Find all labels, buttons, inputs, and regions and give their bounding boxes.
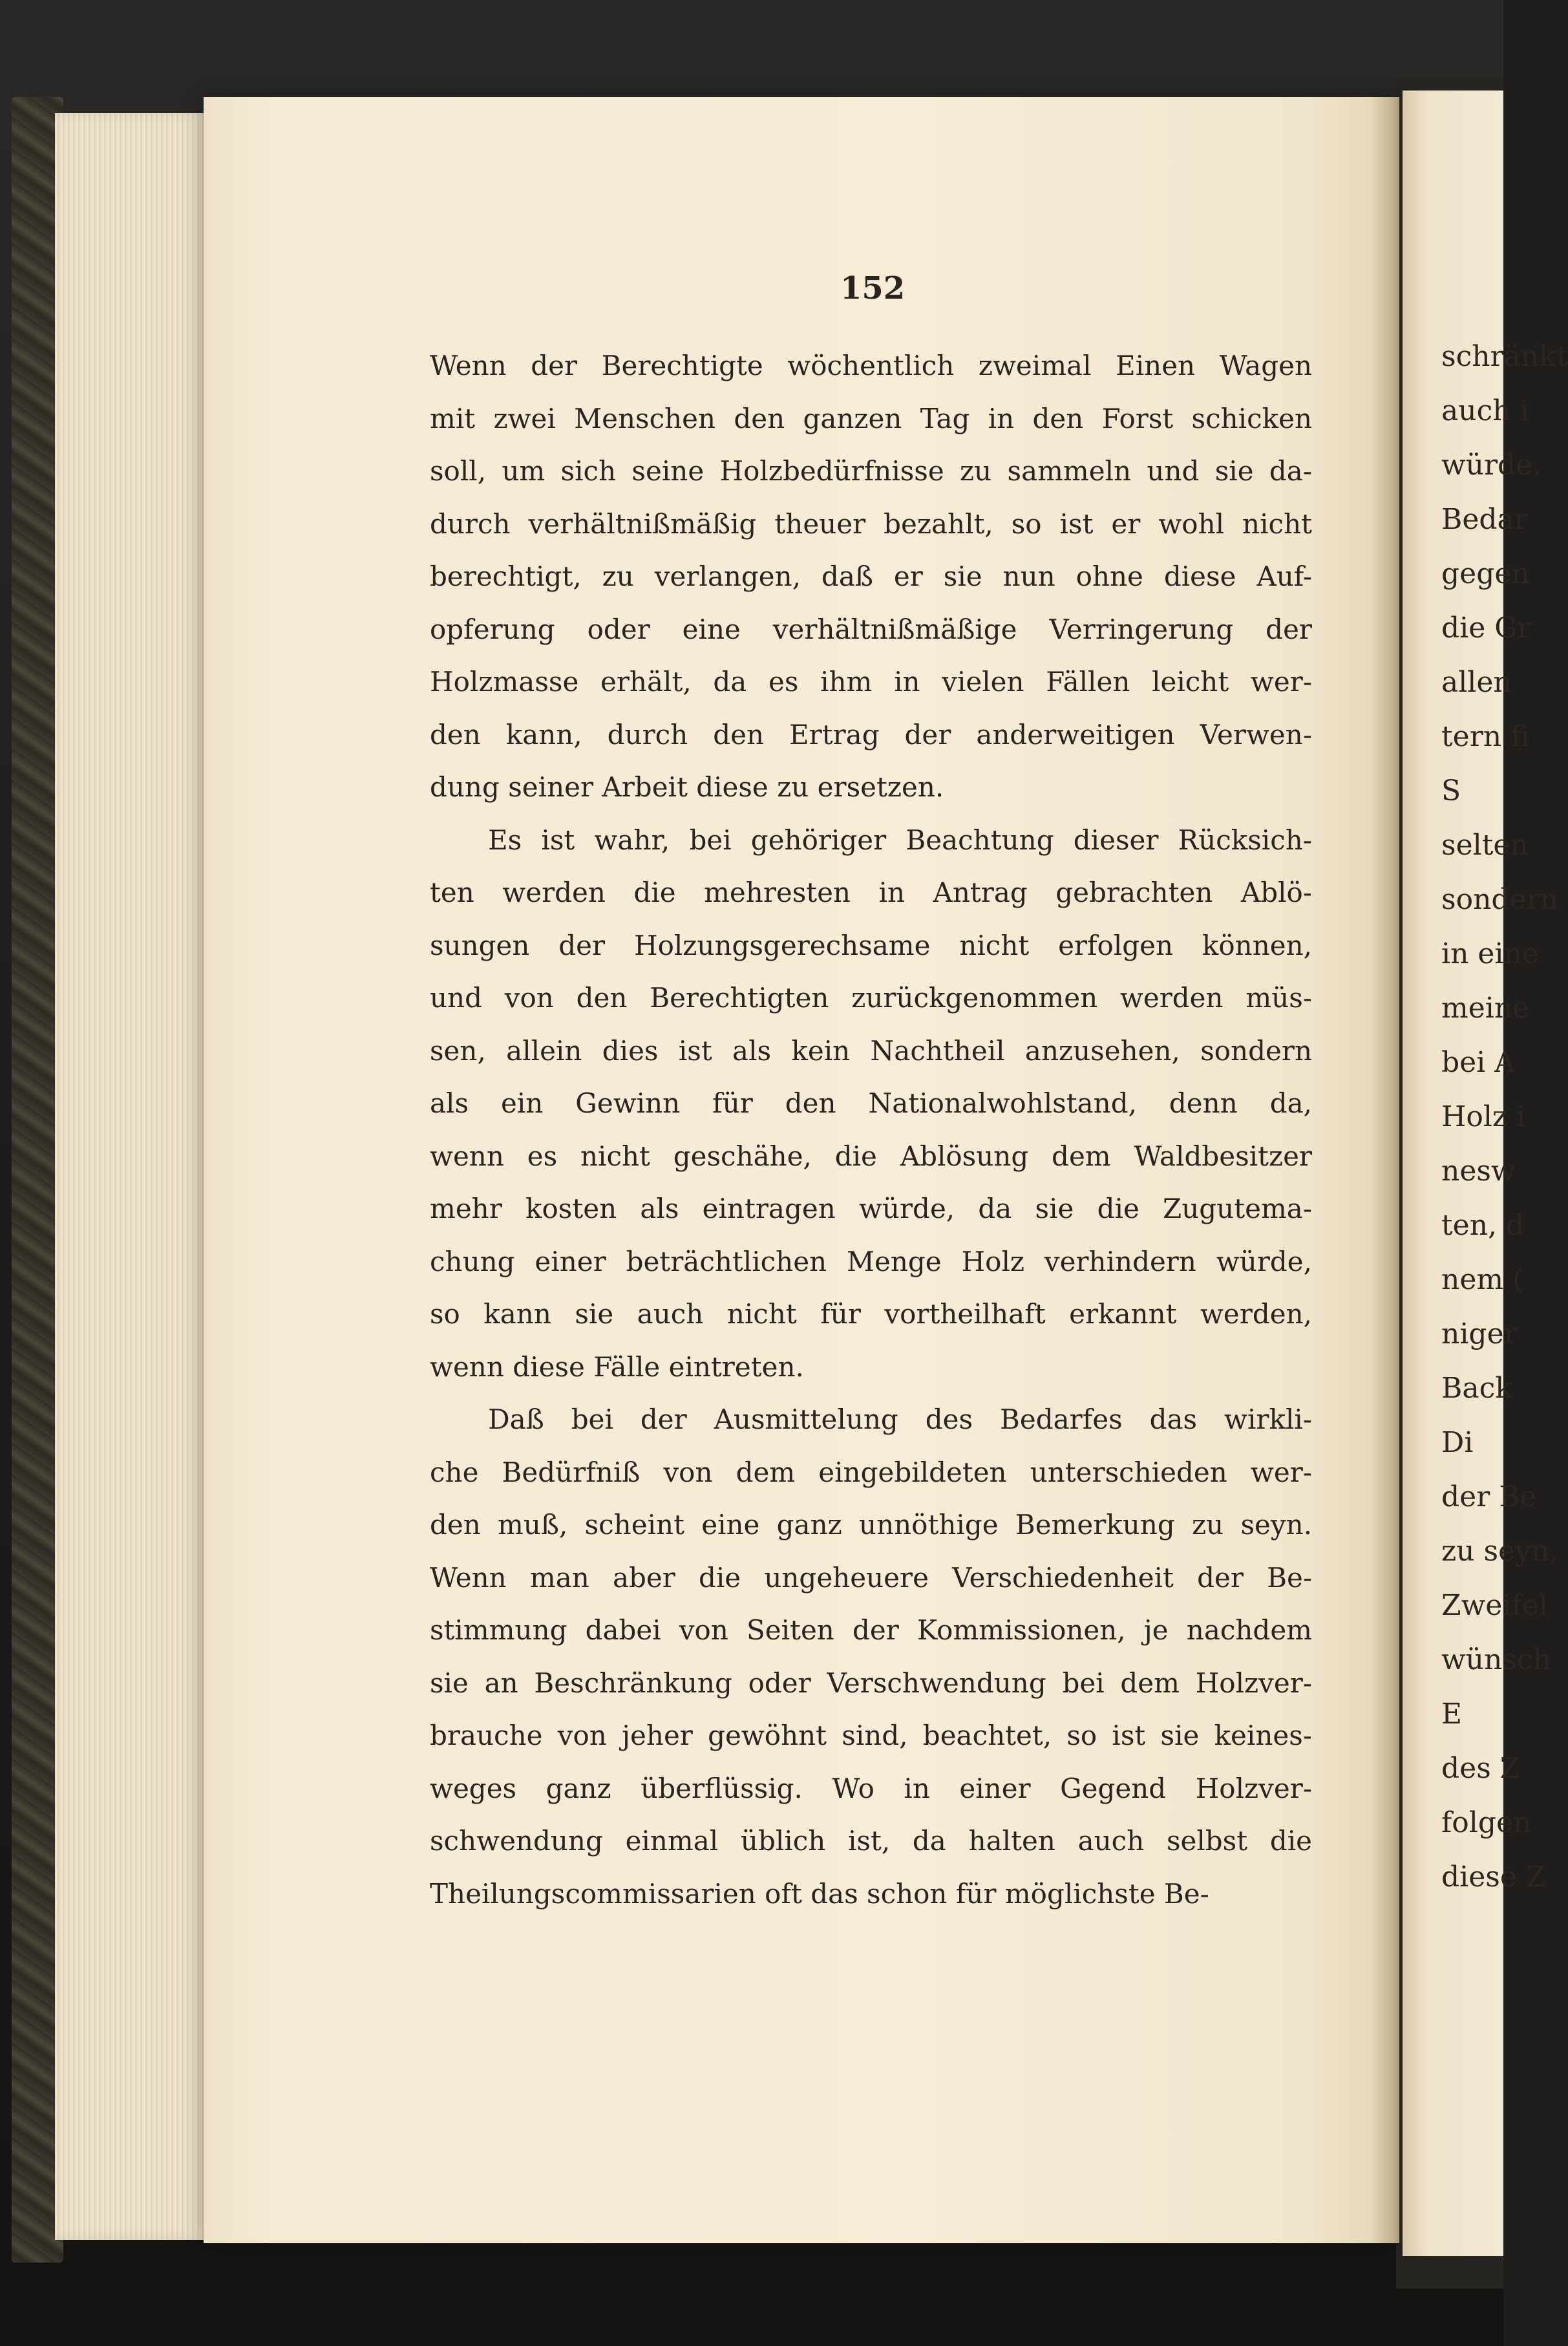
facing-page-fragment: ten, d <box>1441 1209 1525 1242</box>
facing-page-fragment: Di <box>1441 1426 1474 1459</box>
text-line: wenn es nicht geschähe, die Ablösung dem Waldbesitzer <box>430 1140 1312 1172</box>
facing-page-fragment: der Be <box>1441 1480 1537 1513</box>
facing-page-text <box>1441 330 1568 1904</box>
facing-page-fragment: würde. <box>1441 449 1542 482</box>
text-line: so kann sie auch nicht für vortheilhaft erkannt werden, <box>430 1298 1312 1330</box>
text-line: brauche von jeher gewöhnt sind, beachtet, so ist sie keines- <box>430 1720 1312 1751</box>
facing-page-fragment: meine <box>1441 992 1530 1025</box>
text-line: soll, um sich seine Holzbedürfnisse zu sammeln und sie da- <box>430 455 1312 487</box>
text-line: Holzmasse erhält, da es ihm in vielen Fällen leicht wer- <box>430 666 1312 698</box>
text-line: wenn diese Fälle eintreten. <box>430 1350 804 1383</box>
text-line: sen, allein dies ist als kein Nachtheil anzusehen, sondern <box>430 1034 1312 1067</box>
facing-page-fragment: tern fi <box>1441 720 1530 753</box>
facing-page <box>1403 91 1568 2256</box>
facing-page-fragment: Back <box>1441 1372 1512 1405</box>
text-line: weges ganz überflüssig. Wo in einer Gegend Holzver- <box>430 1772 1312 1804</box>
text-line: schwendung einmal üblich ist, da halten auch selbst die <box>430 1825 1312 1857</box>
text-line: Theilungscommissarien oft das schon für möglichste Be- <box>430 1877 1209 1910</box>
facing-page-fragment: folgen <box>1441 1806 1532 1839</box>
facing-page-fragment: zu seyn, <box>1441 1535 1559 1568</box>
facing-page-fragment: auch i <box>1441 394 1529 427</box>
text-line: durch verhältnißmäßig theuer bezahlt, so ist er wohl nicht <box>430 507 1312 540</box>
text-line: sie an Beschränkung oder Verschwendung bei dem Holzver- <box>430 1667 1312 1699</box>
text-line: berechtigt, zu verlangen, daß er sie nun ohne diese Auf- <box>430 560 1312 592</box>
facing-page-fragment: bei A <box>1441 1046 1516 1079</box>
page-edges <box>55 113 210 2240</box>
text-line: dung seiner Arbeit diese zu ersetzen. <box>430 771 944 803</box>
text-line: che Bedürfniß von dem eingebildeten unterschieden wer- <box>430 1456 1312 1488</box>
facing-page-fragment: sondern <box>1441 883 1558 916</box>
facing-page-fragment: des Z <box>1441 1752 1520 1785</box>
text-line: mit zwei Menschen den ganzen Tag in den Forst schicken <box>430 402 1312 434</box>
text-line: sungen der Holzungsgerechsame nicht erfolgen können, <box>430 929 1312 961</box>
text-line: als ein Gewinn für den Nationalwohlstand, denn da, <box>430 1087 1312 1119</box>
facing-page-fragment: niger <box>1441 1317 1518 1350</box>
text-line: Es ist wahr, bei gehöriger Beachtung dieser Rücksich- <box>488 824 1312 856</box>
facing-page-fragment: allen <box>1441 666 1512 699</box>
facing-page-fragment: selten <box>1441 829 1529 862</box>
text-line: chung einer beträchtlichen Menge Holz verhindern würde, <box>430 1245 1312 1277</box>
text-line: mehr kosten als eintragen würde, da sie die Zugutema- <box>430 1193 1312 1224</box>
facing-page-fragment: gegen <box>1441 557 1530 590</box>
facing-page-fragment: Zweifel <box>1441 1589 1548 1622</box>
facing-page-fragment: wünsch <box>1441 1643 1551 1676</box>
text-line: Wenn man aber die ungeheuere Verschiedenheit der Be- <box>430 1561 1312 1594</box>
text-line: und von den Berechtigten zurückgenommen werden müs- <box>430 982 1312 1014</box>
facing-page-fragment: nem ( <box>1441 1263 1524 1296</box>
text-line: ten werden die mehresten in Antrag gebrachten Ablö- <box>430 877 1312 908</box>
text-line: Daß bei der Ausmittelung des Bedarfes das wirkli- <box>488 1403 1312 1435</box>
facing-page-fragment: in eine <box>1441 937 1539 970</box>
text-line: Wenn der Berechtigte wöchentlich zweimal Einen Wagen <box>430 350 1312 381</box>
facing-page-fragment: schränkt <box>1441 340 1568 373</box>
facing-page-fragment: E <box>1441 1698 1463 1731</box>
text-line: opferung oder eine verhältnißmäßige Verringerung der <box>430 613 1312 645</box>
facing-page-fragment: Holz i <box>1441 1100 1526 1133</box>
text-line: stimmung dabei von Seiten der Kommissionen, je nachdem <box>430 1614 1312 1646</box>
facing-page-fragment: nesw <box>1441 1155 1516 1188</box>
facing-page-fragment: S <box>1441 774 1461 807</box>
facing-page-fragment: Bedar <box>1441 503 1528 536</box>
facing-page-fragment: die Gr <box>1441 612 1531 645</box>
page-body-text <box>430 339 1312 1920</box>
facing-page-fragment: diese Z <box>1441 1861 1546 1893</box>
text-line: den kann, durch den Ertrag der anderweitigen Verwen- <box>430 718 1312 751</box>
text-line: den muß, scheint eine ganz unnöthige Bemerkung zu seyn. <box>430 1509 1312 1541</box>
page-number: 152 <box>840 270 906 306</box>
